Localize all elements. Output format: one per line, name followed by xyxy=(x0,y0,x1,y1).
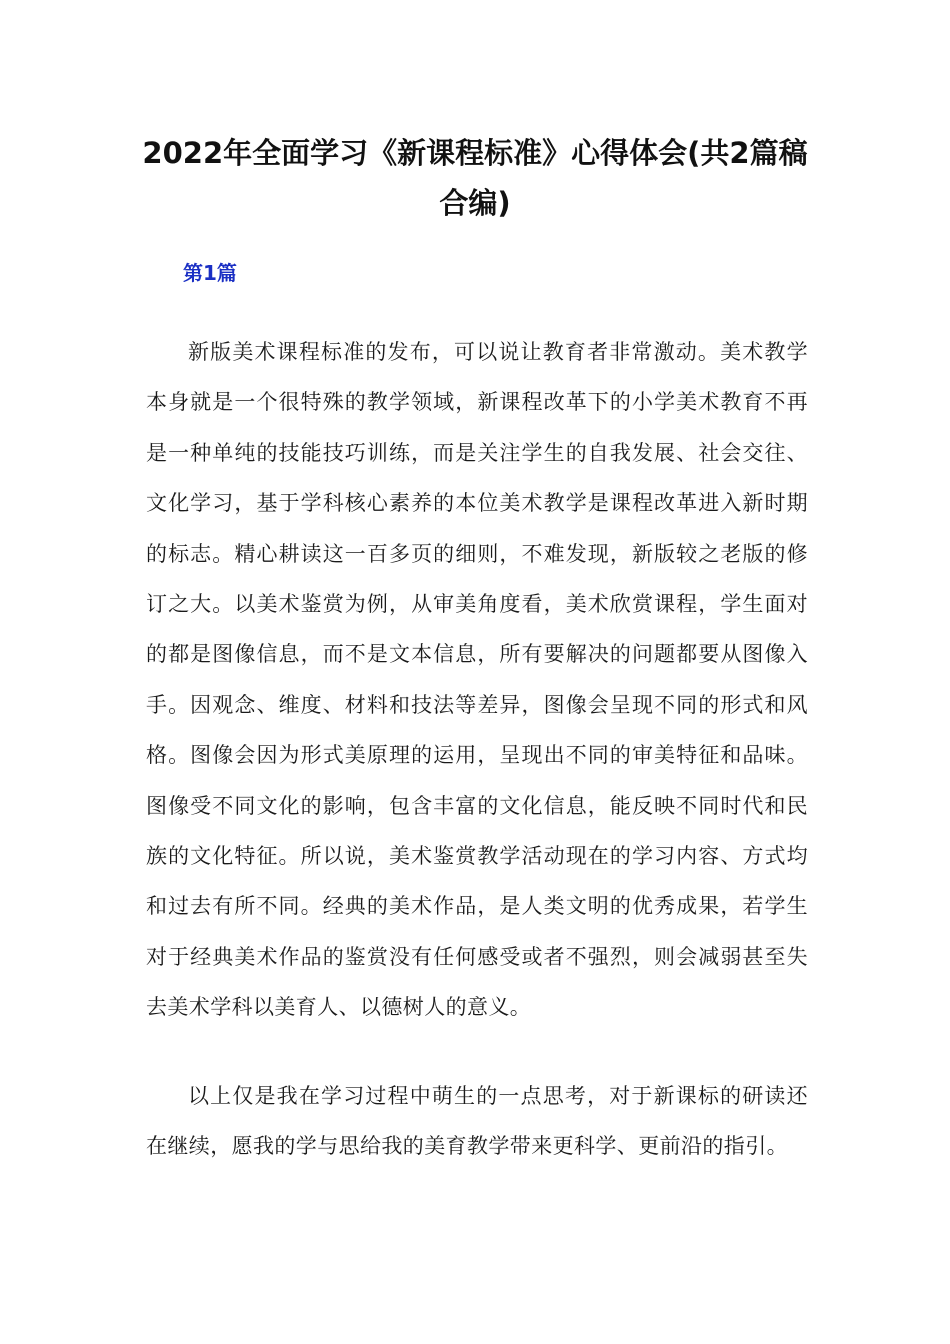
body-paragraph-1: 新版美术课程标准的发布，可以说让教育者非常激动。美术教学本身就是一个很特殊的教学领域，新课程改革下的小学美术教育不再是一种单纯的技能技巧训练，而是关注学生的自我发展、社会交往、文化学习，基于学科核心素养的本位美术教学是课程改革进入新时期的标志。精心耕读这一百多页的细则，不难发现，新版较之老版的修订之大。以美术鉴赏为例，从审美角度看，美术欣赏课程，学生面对的都是图像信息，而不是文本信息，所有要解决的问题都要从图像入手。因观念、维度、材料和技法等差异，图像会呈现不同的形式和风格。图像会因为形式美原理的运用，呈现出不同的审美特征和品味。图像受不同文化的影响，包含丰富的文化信息，能反映不同时代和民族的文化特征。所以说，美术鉴赏教学活动现在的学习内容、方式均和过去有所不同。经典的美术作品，是人类文明的优秀成果，若学生对于经典美术作品的鉴赏没有任何感受或者不强烈，则会减弱甚至失去美术学科以美育人、以德树人的意义。 xyxy=(146,340,808,1020)
section-heading: 第1篇 xyxy=(183,261,237,285)
body-paragraph-2: 以上仅是我在学习过程中萌生的一点思考，对于新课标的研读还在继续，愿我的学与思给我的美育教学带来更科学、更前沿的指引。 xyxy=(146,1084,808,1159)
document-title: 2022年全面学习《新课程标准》心得体会(共2篇稿合编) xyxy=(142,136,808,220)
